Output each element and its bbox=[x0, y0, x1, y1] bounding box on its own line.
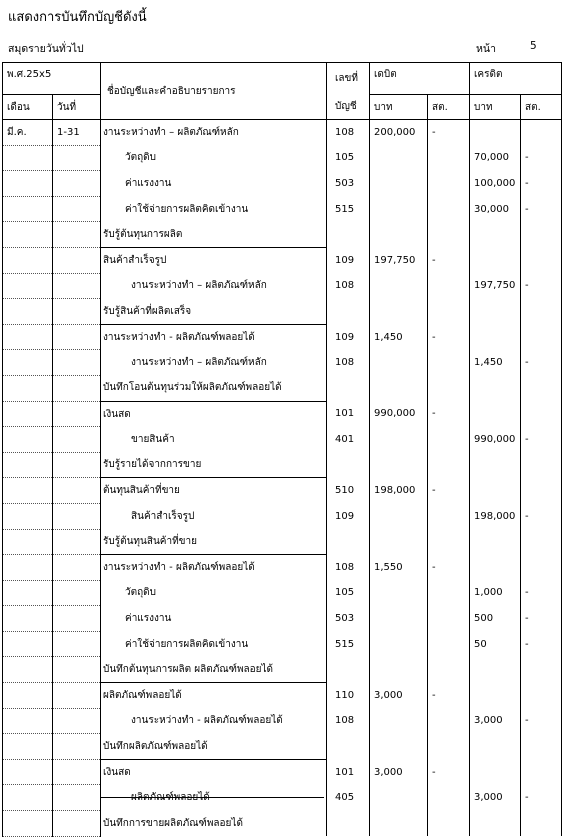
row-credit-satang: - bbox=[521, 145, 562, 171]
row-debit-satang bbox=[428, 631, 470, 657]
row-month bbox=[3, 503, 53, 529]
row-account-no: 503 bbox=[327, 171, 370, 197]
row-day bbox=[53, 145, 101, 171]
row-month bbox=[3, 222, 53, 248]
row-account-no: 510 bbox=[327, 478, 370, 504]
row-description: สินค้าสำเร็จรูป bbox=[101, 503, 327, 529]
row-debit-baht bbox=[370, 273, 428, 299]
row-debit-baht bbox=[370, 299, 428, 325]
row-month bbox=[3, 375, 53, 401]
row-day bbox=[53, 452, 101, 478]
row-credit-satang: - bbox=[521, 785, 562, 811]
row-day bbox=[53, 606, 101, 632]
row-debit-baht bbox=[370, 708, 428, 734]
header-debit-baht: บาท bbox=[370, 95, 428, 120]
row-credit-baht bbox=[470, 555, 521, 581]
row-account-no: 109 bbox=[327, 503, 370, 529]
row-debit-satang bbox=[428, 375, 470, 401]
row-month bbox=[3, 196, 53, 222]
row-description: งานระหว่างทำ - ผลิตภัณฑ์พลอยได้ bbox=[101, 555, 327, 581]
row-account-no: 105 bbox=[327, 580, 370, 606]
row-credit-satang bbox=[521, 811, 562, 837]
row-day bbox=[53, 273, 101, 299]
row-account-no bbox=[327, 222, 370, 248]
row-credit-satang: - bbox=[521, 427, 562, 453]
row-account-no bbox=[327, 734, 370, 760]
row-credit-satang bbox=[521, 759, 562, 785]
row-credit-satang bbox=[521, 478, 562, 504]
row-debit-baht: 1,550 bbox=[370, 555, 428, 581]
table-row bbox=[3, 555, 562, 581]
row-month bbox=[3, 555, 53, 581]
row-month bbox=[3, 631, 53, 657]
row-debit-satang: - bbox=[428, 324, 470, 350]
header-year: พ.ศ.25x5 bbox=[3, 63, 101, 95]
row-description: งานระหว่างทำ – ผลิตภัณฑ์หลัก bbox=[101, 273, 327, 299]
table-row bbox=[3, 529, 562, 555]
table-row bbox=[3, 657, 562, 683]
page-label: หน้า bbox=[476, 43, 496, 55]
row-credit-baht bbox=[470, 120, 521, 146]
row-credit-baht: 30,000 bbox=[470, 196, 521, 222]
row-description: ต้นทุนสินค้าที่ขาย bbox=[101, 478, 327, 504]
row-credit-satang: - bbox=[521, 350, 562, 376]
row-credit-satang: - bbox=[521, 171, 562, 197]
row-account-no bbox=[327, 375, 370, 401]
row-debit-satang: - bbox=[428, 478, 470, 504]
row-credit-baht bbox=[470, 759, 521, 785]
row-debit-baht: 198,000 bbox=[370, 478, 428, 504]
row-debit-baht: 197,750 bbox=[370, 247, 428, 273]
row-day bbox=[53, 785, 101, 811]
row-description: บันทึกต้นทุนการผลิต ผลิตภัณฑ์พลอยได้ bbox=[101, 657, 327, 683]
row-debit-satang bbox=[428, 145, 470, 171]
row-description: งานระหว่างทำ - ผลิตภัณฑ์พลอยได้ bbox=[101, 324, 327, 350]
row-day bbox=[53, 759, 101, 785]
row-debit-baht bbox=[370, 145, 428, 171]
row-debit-satang: - bbox=[428, 683, 470, 709]
row-debit-satang bbox=[428, 657, 470, 683]
row-debit-baht: 3,000 bbox=[370, 759, 428, 785]
row-description: ผลิตภัณฑ์พลอยได้ bbox=[101, 683, 327, 709]
page-title: แสดงการบันทึกบัญชีดังนี้ bbox=[8, 10, 147, 25]
row-credit-baht: 197,750 bbox=[470, 273, 521, 299]
row-day bbox=[53, 708, 101, 734]
row-debit-baht bbox=[370, 657, 428, 683]
header-debit-satang: สต. bbox=[428, 95, 470, 120]
row-account-no: 515 bbox=[327, 196, 370, 222]
row-description: ผลิตภัณฑ์พลอยได้ bbox=[101, 785, 327, 811]
row-credit-baht: 1,000 bbox=[470, 580, 521, 606]
row-month bbox=[3, 171, 53, 197]
table-row bbox=[3, 350, 562, 376]
row-day bbox=[53, 350, 101, 376]
table-row bbox=[3, 478, 562, 504]
row-debit-baht: 3,000 bbox=[370, 683, 428, 709]
table-row bbox=[3, 145, 562, 171]
row-day bbox=[53, 503, 101, 529]
row-credit-baht bbox=[470, 478, 521, 504]
row-debit-baht bbox=[370, 350, 428, 376]
header-month: เดือน bbox=[3, 95, 53, 120]
table-row bbox=[3, 273, 562, 299]
row-debit-satang bbox=[428, 785, 470, 811]
header-credit: เครดิต bbox=[470, 63, 562, 95]
row-account-no: 101 bbox=[327, 759, 370, 785]
row-credit-satang bbox=[521, 452, 562, 478]
row-debit-satang bbox=[428, 222, 470, 248]
row-debit-satang bbox=[428, 529, 470, 555]
row-debit-satang bbox=[428, 350, 470, 376]
row-day bbox=[53, 299, 101, 325]
row-debit-satang bbox=[428, 503, 470, 529]
header-credit-baht: บาท bbox=[470, 95, 521, 120]
row-credit-baht bbox=[470, 683, 521, 709]
table-row bbox=[3, 708, 562, 734]
row-debit-satang bbox=[428, 580, 470, 606]
row-month bbox=[3, 580, 53, 606]
row-debit-satang bbox=[428, 606, 470, 632]
row-description: วัตถุดิบ bbox=[101, 145, 327, 171]
table-row bbox=[3, 580, 562, 606]
row-debit-baht bbox=[370, 452, 428, 478]
row-day bbox=[53, 427, 101, 453]
row-credit-baht bbox=[470, 452, 521, 478]
row-description: บันทึกโอนต้นทุนร่วมให้ผลิตภัณฑ์พลอยได้ bbox=[101, 375, 327, 401]
row-credit-baht: 100,000 bbox=[470, 171, 521, 197]
row-debit-satang: - bbox=[428, 555, 470, 581]
row-day bbox=[53, 555, 101, 581]
journal-table bbox=[2, 62, 562, 837]
row-account-no bbox=[327, 529, 370, 555]
row-credit-baht bbox=[470, 657, 521, 683]
row-account-no: 108 bbox=[327, 273, 370, 299]
row-month bbox=[3, 478, 53, 504]
row-debit-baht: 1,450 bbox=[370, 324, 428, 350]
row-day bbox=[53, 580, 101, 606]
row-credit-baht bbox=[470, 299, 521, 325]
row-debit-satang bbox=[428, 299, 470, 325]
row-credit-satang: - bbox=[521, 503, 562, 529]
row-description: สินค้าสำเร็จรูป bbox=[101, 247, 327, 273]
row-description: งานระหว่างทำ - ผลิตภัณฑ์พลอยได้ bbox=[101, 708, 327, 734]
row-credit-baht: 3,000 bbox=[470, 708, 521, 734]
row-month bbox=[3, 401, 53, 427]
row-credit-satang bbox=[521, 375, 562, 401]
row-month bbox=[3, 273, 53, 299]
row-day bbox=[53, 811, 101, 837]
row-description: บันทึกการขายผลิตภัณฑ์พลอยได้ bbox=[101, 811, 327, 837]
row-description: ค่าใช้จ่ายการผลิตคิดเข้างาน bbox=[101, 196, 327, 222]
row-credit-satang: - bbox=[521, 708, 562, 734]
row-debit-baht bbox=[370, 606, 428, 632]
row-credit-satang bbox=[521, 222, 562, 248]
table-row bbox=[3, 427, 562, 453]
row-description: วัตถุดิบ bbox=[101, 580, 327, 606]
row-credit-satang bbox=[521, 657, 562, 683]
row-credit-satang bbox=[521, 299, 562, 325]
row-month bbox=[3, 247, 53, 273]
row-description: เงินสด bbox=[101, 401, 327, 427]
table-row bbox=[3, 631, 562, 657]
row-debit-baht bbox=[370, 196, 428, 222]
row-debit-baht bbox=[370, 785, 428, 811]
row-month bbox=[3, 145, 53, 171]
row-account-no: 108 bbox=[327, 120, 370, 146]
table-row bbox=[3, 606, 562, 632]
row-account-no bbox=[327, 299, 370, 325]
table-row bbox=[3, 196, 562, 222]
table-bottom-line bbox=[100, 797, 324, 798]
table-row bbox=[3, 759, 562, 785]
row-credit-baht bbox=[470, 529, 521, 555]
row-debit-satang: - bbox=[428, 759, 470, 785]
row-debit-baht bbox=[370, 427, 428, 453]
header-acct-bottom: บัญชี bbox=[327, 95, 370, 120]
row-month bbox=[3, 785, 53, 811]
table-row bbox=[3, 811, 562, 837]
row-account-no: 108 bbox=[327, 708, 370, 734]
row-account-no bbox=[327, 657, 370, 683]
row-debit-satang: - bbox=[428, 120, 470, 146]
row-debit-baht bbox=[370, 503, 428, 529]
row-debit-satang bbox=[428, 452, 470, 478]
row-account-no: 101 bbox=[327, 401, 370, 427]
row-debit-baht bbox=[370, 529, 428, 555]
row-credit-satang bbox=[521, 555, 562, 581]
row-credit-satang bbox=[521, 529, 562, 555]
row-credit-satang bbox=[521, 401, 562, 427]
table-row bbox=[3, 299, 562, 325]
row-credit-baht: 990,000 bbox=[470, 427, 521, 453]
row-month bbox=[3, 452, 53, 478]
row-month bbox=[3, 324, 53, 350]
header-row-top bbox=[3, 63, 562, 95]
row-debit-baht bbox=[370, 631, 428, 657]
row-debit-baht bbox=[370, 375, 428, 401]
row-credit-satang: - bbox=[521, 631, 562, 657]
row-credit-baht: 70,000 bbox=[470, 145, 521, 171]
row-debit-satang bbox=[428, 171, 470, 197]
row-debit-baht bbox=[370, 580, 428, 606]
table-row bbox=[3, 734, 562, 760]
row-description: รับรู้สินค้าที่ผลิตเสร็จ bbox=[101, 299, 327, 325]
row-debit-satang: - bbox=[428, 401, 470, 427]
row-description: รับรู้ต้นทุนสินค้าที่ขาย bbox=[101, 529, 327, 555]
row-month bbox=[3, 811, 53, 837]
row-debit-baht bbox=[370, 811, 428, 837]
row-account-no: 401 bbox=[327, 427, 370, 453]
row-account-no: 405 bbox=[327, 785, 370, 811]
row-credit-satang: - bbox=[521, 273, 562, 299]
row-day: 1-31 bbox=[53, 120, 101, 146]
row-debit-baht bbox=[370, 171, 428, 197]
row-month bbox=[3, 427, 53, 453]
row-description: รับรู้รายได้จากการขาย bbox=[101, 452, 327, 478]
row-debit-baht: 200,000 bbox=[370, 120, 428, 146]
row-credit-satang bbox=[521, 683, 562, 709]
row-day bbox=[53, 222, 101, 248]
row-credit-baht bbox=[470, 222, 521, 248]
header-day: วันที่ bbox=[53, 95, 101, 120]
row-credit-baht bbox=[470, 401, 521, 427]
row-account-no bbox=[327, 452, 370, 478]
row-day bbox=[53, 683, 101, 709]
row-month bbox=[3, 606, 53, 632]
header-acct-top: เลขที่ bbox=[327, 63, 370, 95]
row-description: ค่าแรงงาน bbox=[101, 606, 327, 632]
row-month: มี.ค. bbox=[3, 120, 53, 146]
row-day bbox=[53, 247, 101, 273]
row-account-no: 515 bbox=[327, 631, 370, 657]
row-description: ค่าใช้จ่ายการผลิตคิดเข้างาน bbox=[101, 631, 327, 657]
row-credit-baht bbox=[470, 811, 521, 837]
row-account-no: 110 bbox=[327, 683, 370, 709]
journal-name: สมุดรายวันทั่วไป bbox=[8, 43, 84, 55]
row-description: บันทึกผลิตภัณฑ์พลอยได้ bbox=[101, 734, 327, 760]
row-description: เงินสด bbox=[101, 759, 327, 785]
header-debit: เดบิต bbox=[370, 63, 470, 95]
row-credit-baht: 500 bbox=[470, 606, 521, 632]
table-row bbox=[3, 222, 562, 248]
row-credit-baht: 198,000 bbox=[470, 503, 521, 529]
row-credit-satang bbox=[521, 734, 562, 760]
row-account-no: 503 bbox=[327, 606, 370, 632]
row-day bbox=[53, 171, 101, 197]
row-day bbox=[53, 324, 101, 350]
table-row bbox=[3, 683, 562, 709]
row-day bbox=[53, 657, 101, 683]
page-number: 5 bbox=[530, 40, 537, 52]
row-account-no: 108 bbox=[327, 555, 370, 581]
table-row bbox=[3, 375, 562, 401]
row-day bbox=[53, 529, 101, 555]
table-row bbox=[3, 120, 562, 146]
table-row bbox=[3, 247, 562, 273]
row-description: งานระหว่างทำ – ผลิตภัณฑ์หลัก bbox=[101, 120, 327, 146]
row-credit-baht bbox=[470, 247, 521, 273]
row-debit-satang bbox=[428, 196, 470, 222]
row-account-no: 108 bbox=[327, 350, 370, 376]
row-month bbox=[3, 299, 53, 325]
row-day bbox=[53, 196, 101, 222]
header-description: ชื่อบัญชีและคำอธิบายรายการ bbox=[101, 63, 327, 120]
row-credit-satang: - bbox=[521, 580, 562, 606]
table-row bbox=[3, 452, 562, 478]
table-row bbox=[3, 401, 562, 427]
row-debit-satang bbox=[428, 427, 470, 453]
row-month bbox=[3, 734, 53, 760]
row-debit-baht: 990,000 bbox=[370, 401, 428, 427]
row-day bbox=[53, 478, 101, 504]
row-month bbox=[3, 759, 53, 785]
row-description: ค่าแรงงาน bbox=[101, 171, 327, 197]
row-month bbox=[3, 683, 53, 709]
row-day bbox=[53, 734, 101, 760]
table-row bbox=[3, 171, 562, 197]
row-debit-baht bbox=[370, 222, 428, 248]
row-debit-baht bbox=[370, 734, 428, 760]
row-credit-baht: 50 bbox=[470, 631, 521, 657]
row-credit-satang bbox=[521, 324, 562, 350]
row-day bbox=[53, 631, 101, 657]
header-credit-satang: สต. bbox=[521, 95, 562, 120]
row-debit-satang: - bbox=[428, 247, 470, 273]
row-credit-baht bbox=[470, 375, 521, 401]
row-month bbox=[3, 350, 53, 376]
row-credit-baht bbox=[470, 324, 521, 350]
row-description: ขายสินค้า bbox=[101, 427, 327, 453]
row-credit-baht: 1,450 bbox=[470, 350, 521, 376]
row-credit-satang: - bbox=[521, 606, 562, 632]
row-account-no: 109 bbox=[327, 324, 370, 350]
row-account-no: 109 bbox=[327, 247, 370, 273]
row-credit-satang bbox=[521, 120, 562, 146]
table-row bbox=[3, 324, 562, 350]
row-month bbox=[3, 529, 53, 555]
row-credit-baht bbox=[470, 734, 521, 760]
row-credit-baht: 3,000 bbox=[470, 785, 521, 811]
table-row bbox=[3, 503, 562, 529]
row-account-no: 105 bbox=[327, 145, 370, 171]
row-month bbox=[3, 708, 53, 734]
row-debit-satang bbox=[428, 708, 470, 734]
row-debit-satang bbox=[428, 811, 470, 837]
row-description: รับรู้ต้นทุนการผลิต bbox=[101, 222, 327, 248]
row-debit-satang bbox=[428, 273, 470, 299]
row-day bbox=[53, 375, 101, 401]
row-credit-satang: - bbox=[521, 196, 562, 222]
row-description: งานระหว่างทำ – ผลิตภัณฑ์หลัก bbox=[101, 350, 327, 376]
row-account-no bbox=[327, 811, 370, 837]
row-month bbox=[3, 657, 53, 683]
row-day bbox=[53, 401, 101, 427]
row-credit-satang bbox=[521, 247, 562, 273]
row-debit-satang bbox=[428, 734, 470, 760]
